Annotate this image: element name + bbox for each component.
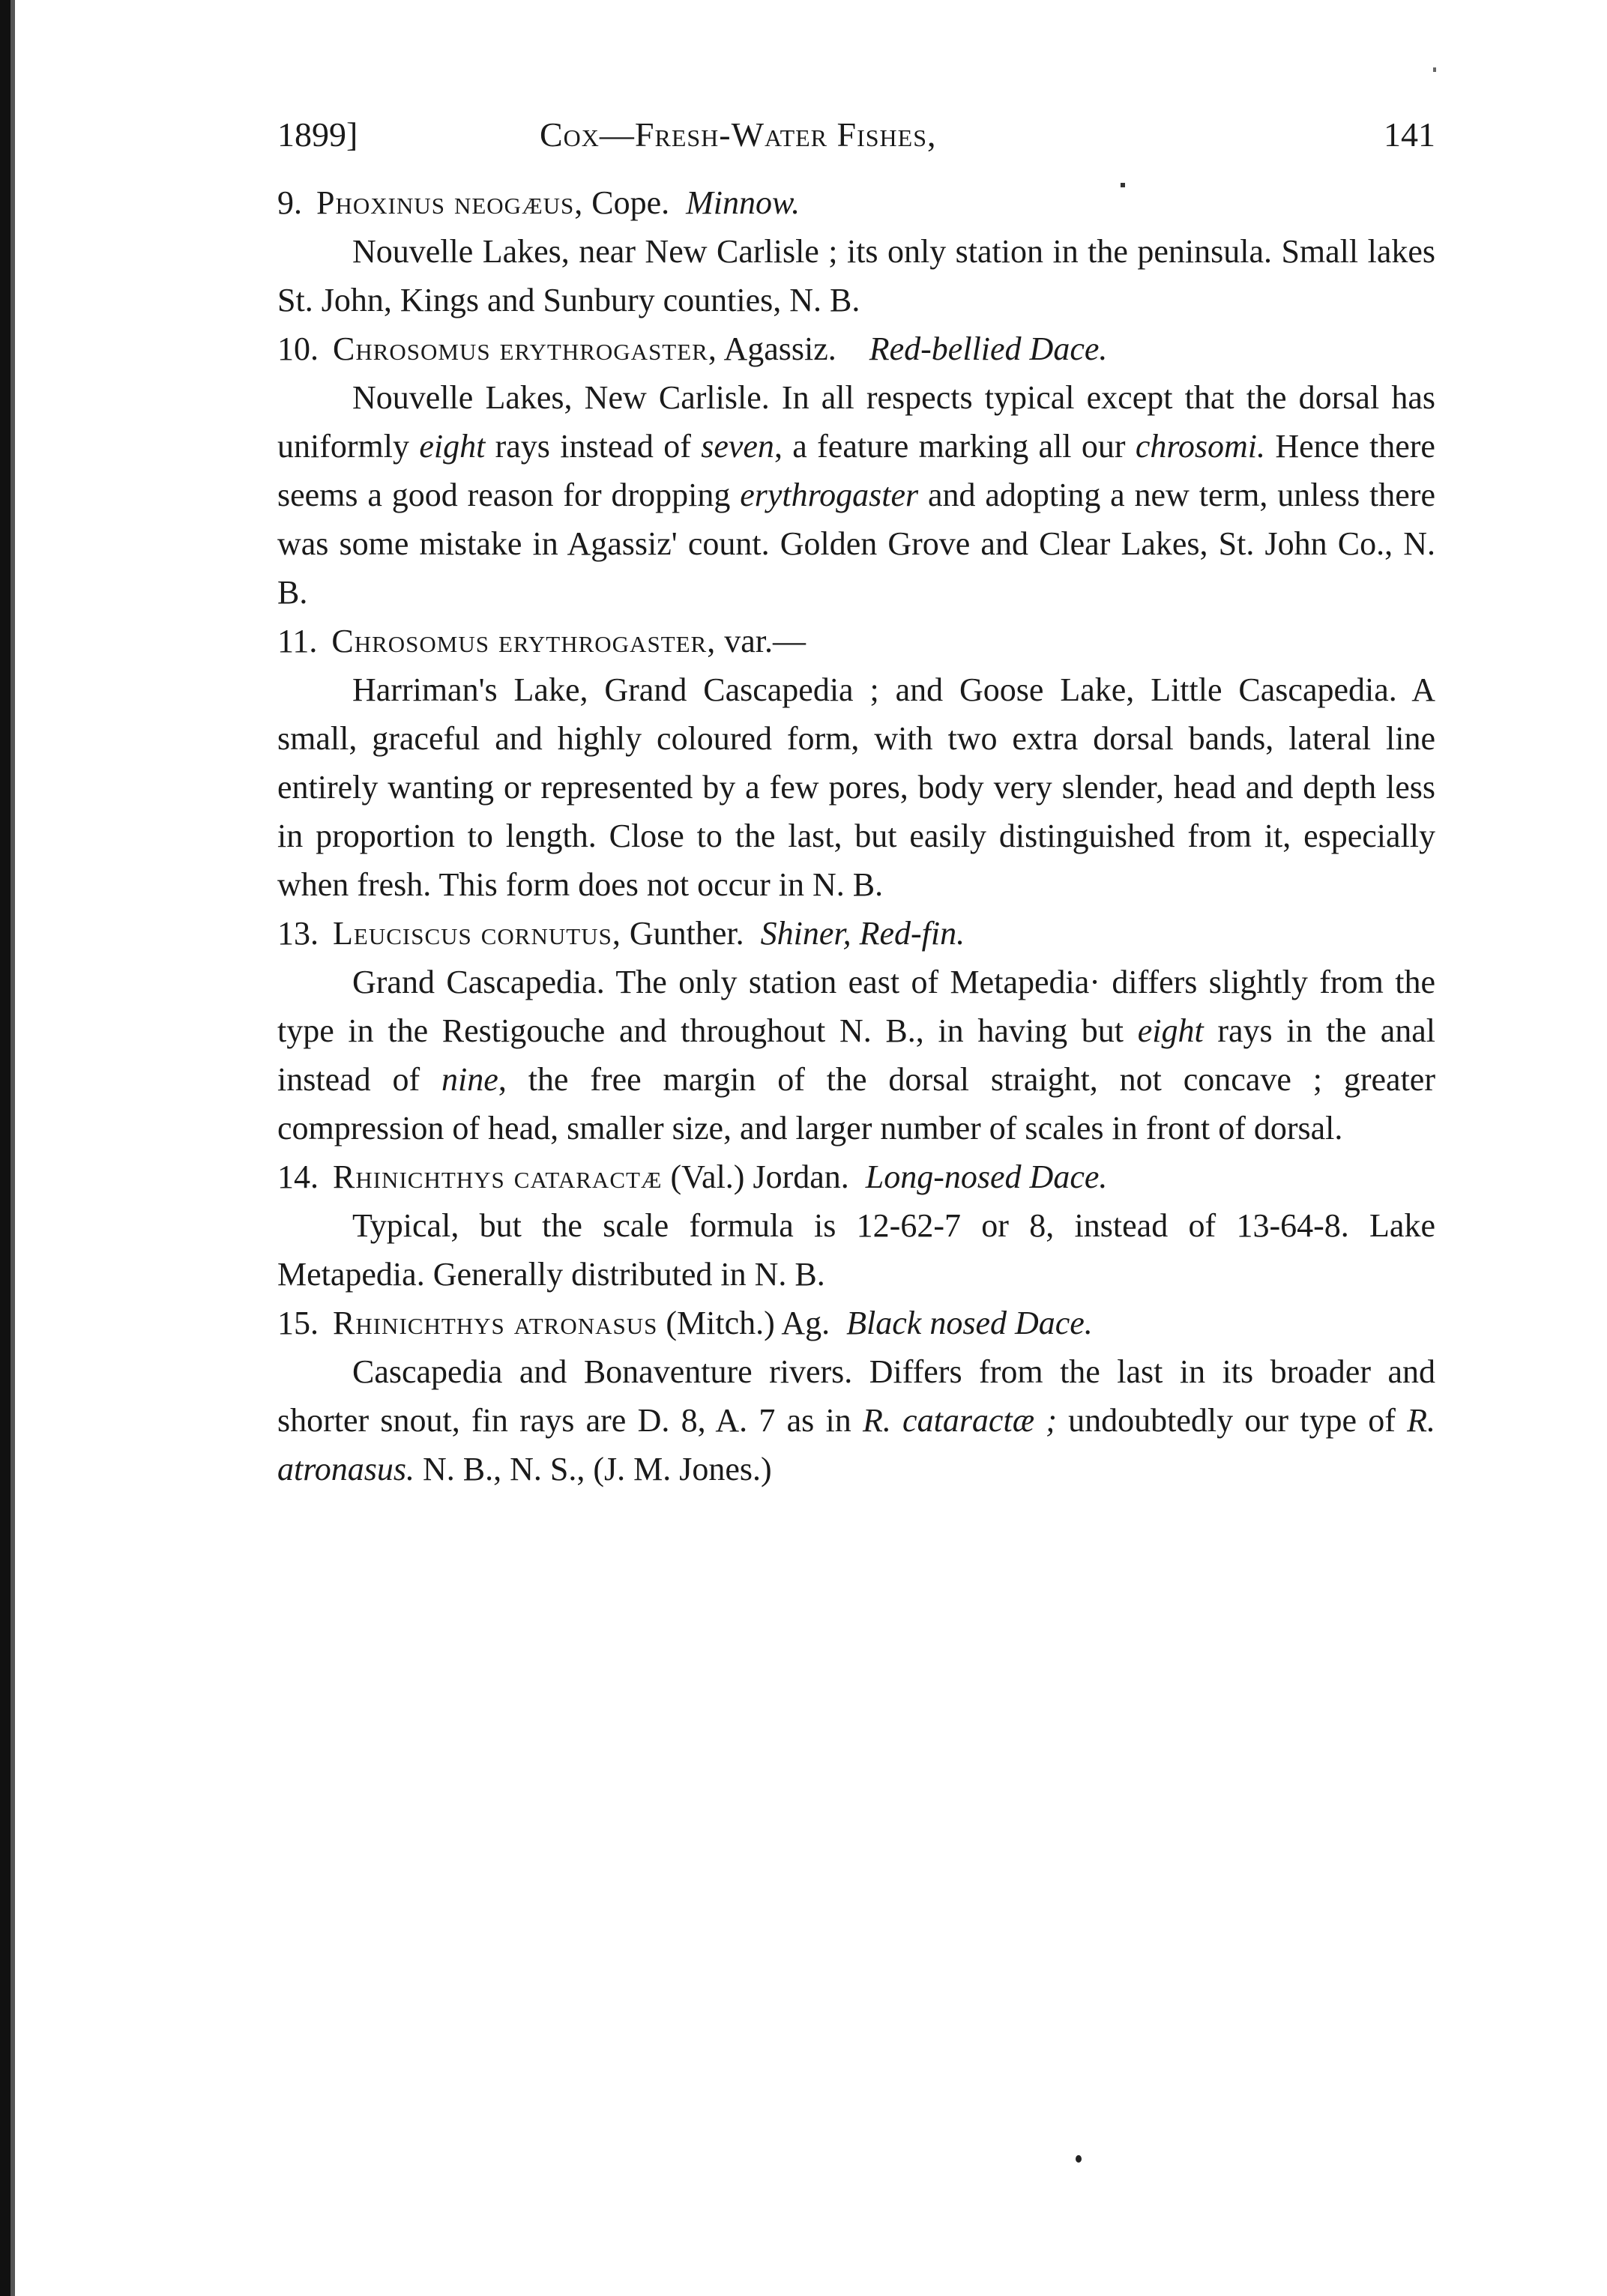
common-name: Long-nosed Dace. xyxy=(865,1158,1108,1195)
species-number: 14. xyxy=(277,1158,319,1195)
species-number: 13. xyxy=(277,915,319,952)
species-author: (Val.) Jordan. xyxy=(670,1158,849,1195)
description-text: , a feature marking all our xyxy=(774,428,1136,465)
species-name: Chrosomus erythrogaster, xyxy=(331,623,717,659)
page-body xyxy=(277,178,1435,1493)
species-number: 11. xyxy=(277,623,318,659)
description-text: N. B., N. S., (J. M. Jones.) xyxy=(414,1451,772,1487)
species-name: Leuciscus cornutus, xyxy=(333,915,621,952)
description-italic: chrosomi. xyxy=(1135,428,1265,465)
species-number: 9. xyxy=(277,184,302,221)
species-number: 15. xyxy=(277,1305,319,1341)
species-heading xyxy=(277,909,1435,958)
species-heading xyxy=(277,324,1435,373)
species-heading xyxy=(277,178,1435,227)
header-year: 1899] xyxy=(277,115,358,154)
description-text: undoubtedly our type of xyxy=(1056,1402,1408,1439)
book-page xyxy=(277,105,1435,2203)
description-text: Hence there seems a good reason for dropping xyxy=(277,428,1435,513)
species-heading xyxy=(277,617,1435,665)
description-italic: nine xyxy=(441,1061,498,1098)
description-text: rays in the anal instead of xyxy=(277,1012,1435,1098)
species-author: var.— xyxy=(724,623,806,659)
description-text: and adopting a new term, unless there was some mistake in Agassiz' count. Golden Grove and Clear Lakes, St. John Co., N. B. xyxy=(277,477,1435,611)
scan-binding-edge xyxy=(0,0,10,2296)
species-author: (Mitch.) Ag. xyxy=(666,1305,830,1341)
common-name: Shiner, Red-fin. xyxy=(760,915,965,952)
description-italic: R. cataractæ ; xyxy=(862,1402,1057,1439)
species-number: 10. xyxy=(277,330,319,367)
description-text: Cascapedia and Bonaventure rivers. Differs from the last in its broader and shorter snout, fin rays are D. 8, A. 7 as in xyxy=(277,1353,1435,1439)
species-description xyxy=(277,958,1435,1152)
common-name: Black nosed Dace. xyxy=(846,1305,1093,1341)
running-header xyxy=(277,105,1435,165)
description-italic: eight xyxy=(1137,1012,1204,1049)
species-description: Nouvelle Lakes, near New Carlisle ; its only station in the peninsula. Small lakes St. John, Kings and Sunbury counties, N. B. xyxy=(277,233,1435,318)
species-name: Phoxinus neogæus, xyxy=(316,184,584,221)
species-name: Rhinichthys cataractæ xyxy=(333,1158,663,1195)
species-author: Gunther. xyxy=(629,915,744,952)
species-description: Harriman's Lake, Grand Cascapedia ; and Goose Lake, Little Cascapedia. A small, graceful and highly coloured form, with two extra dorsal bands, lateral line entirely wanting or represented by a few pores, body very slender, head and depth less in proportion to length. Close to the last, but easily distinguished from it, especially when fresh. This form does not occur in N. B. xyxy=(277,671,1435,903)
species-author: Agassiz. xyxy=(723,330,836,367)
header-title: Cox—Fresh-Water Fishes, xyxy=(540,115,937,154)
species-description: Typical, but the scale formula is 12-62-7 or 8, instead of 13-64-8. Lake Metapedia. Generally distributed in N. B. xyxy=(277,1207,1435,1293)
scan-speck xyxy=(1433,67,1436,72)
common-name: Red-bellied Dace. xyxy=(869,330,1108,367)
description-text: rays instead of xyxy=(485,428,702,465)
species-heading xyxy=(277,1299,1435,1347)
description-italic: eight xyxy=(419,428,486,465)
description-text: , the free margin of the dorsal straight, not concave ; greater compression of head, smaller size, and larger number of scales in front of dorsal. xyxy=(277,1061,1435,1147)
page-number: 141 xyxy=(1384,115,1435,154)
description-text: Nouvelle Lakes, New Carlisle. In all respects typical except that the dorsal has uniformly xyxy=(277,379,1435,465)
description-text: Grand Cascapedia. The only station east of Metapedia· differs slightly from the type in the Restigouche and throughout N. B., in having but xyxy=(277,964,1435,1049)
description-italic: erythrogaster xyxy=(740,477,919,513)
species-name: Chrosomus erythrogaster, xyxy=(333,330,717,367)
species-heading xyxy=(277,1152,1435,1201)
species-author: Cope. xyxy=(591,184,670,221)
species-description xyxy=(277,373,1435,617)
description-italic: seven xyxy=(701,428,774,465)
scan-binding-shadow xyxy=(10,0,15,2296)
species-description xyxy=(277,1347,1435,1493)
description-italic: R. atronasus. xyxy=(277,1402,1435,1487)
common-name: Minnow. xyxy=(686,184,801,221)
species-name: Rhinichthys atronasus xyxy=(333,1305,658,1341)
